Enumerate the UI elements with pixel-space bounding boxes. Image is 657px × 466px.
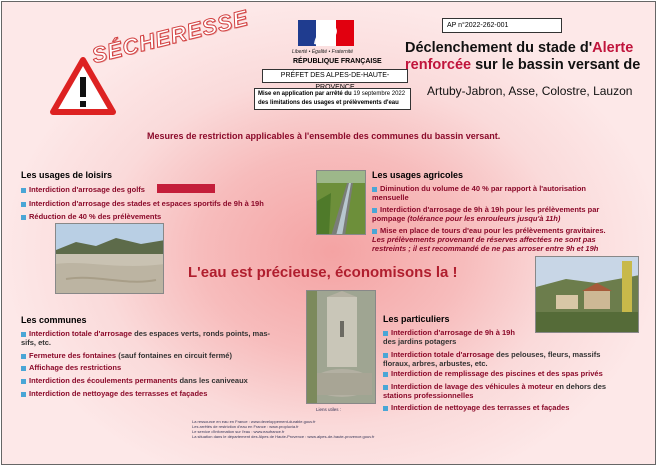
item-text: Affichage des restrictions xyxy=(29,363,122,372)
dry-lake-photo xyxy=(55,223,164,294)
item-text-plain: des pelouses, fleurs, massifs xyxy=(494,350,601,359)
item-text-plain: dans les caniveaux xyxy=(177,376,248,385)
item-text-note: Les prélèvements provenant de réserves affectées ne sont pas xyxy=(372,235,596,244)
bullet-icon xyxy=(383,331,388,336)
application-text-1: Mise en application par arrêté du xyxy=(258,91,352,97)
headline-part-2: sur le bassin versant de xyxy=(471,57,641,73)
headline-alert: Alerte xyxy=(592,40,634,56)
item-text: Interdiction d'arrosage de 9h à 19h xyxy=(391,328,515,337)
headline xyxy=(405,40,655,74)
list-item xyxy=(383,403,653,412)
item-text: Mise en place de tours d'eau pour les prélèvements gravitaires. xyxy=(380,226,606,235)
item-text-plain: floraux, arbres, arbustes, etc. xyxy=(383,359,488,368)
item-text: Interdiction de nettoyage des terrasses et façades xyxy=(29,389,208,398)
application-text-2: des limitations des usages et prélèvements d'eau xyxy=(258,100,399,106)
item-text-cont: mensuelle xyxy=(372,193,409,202)
item-text-plain: en dehors des xyxy=(553,382,607,391)
particuliers-title: Les particuliers xyxy=(383,314,450,324)
slogan: L'eau est précieuse, économisons la ! xyxy=(188,264,458,281)
item-text: Interdiction des écoulements permanents xyxy=(29,376,178,385)
item-text: Interdiction de nettoyage des terrasses et façades xyxy=(391,403,570,412)
item-text-note: (tolérance pour les enrouleurs jusqu'à 11h) xyxy=(407,214,561,223)
basin-names: Artuby-Jabron, Asse, Colostre, Lauzon xyxy=(427,84,633,98)
village-photo xyxy=(535,256,639,333)
list-item xyxy=(21,329,301,347)
item-text: Interdiction de lavage des véhicules à moteur xyxy=(391,382,554,391)
loisirs-title: Les usages de loisirs xyxy=(21,170,113,180)
republique-motto: Liberté • Égalité • Fraternité xyxy=(292,49,354,55)
bullet-icon xyxy=(383,406,388,411)
list-item xyxy=(21,185,145,194)
item-text-plain: des espaces verts, ronds points, mas- xyxy=(132,329,271,338)
secheresse-title: SÉCHERESSE xyxy=(89,4,251,69)
footer-lead: Liens utiles : xyxy=(316,407,342,412)
list-item xyxy=(383,328,643,346)
footer-link[interactable]: La ressource en eau en France : www.developpement-durable.gouv.fr xyxy=(192,419,316,424)
item-text-plain: des jardins potagers xyxy=(383,337,457,346)
item-text-plain: sifs, etc. xyxy=(21,338,52,347)
agricoles-title: Les usages agricoles xyxy=(372,170,464,180)
bullet-icon xyxy=(21,188,26,193)
item-text: Interdiction totale d'arrosage xyxy=(391,350,495,359)
item-text: Réduction de 40 % des prélèvements xyxy=(29,212,162,221)
communes-title: Les communes xyxy=(21,315,87,325)
bullet-icon xyxy=(21,202,26,207)
item-text: Interdiction d'arrosage des golfs xyxy=(29,185,145,194)
item-text: Fermeture des fontaines xyxy=(29,351,117,360)
list-item xyxy=(21,351,232,360)
warning-triangle-icon xyxy=(50,57,116,115)
prefet-label: PRÉFET DES ALPES-DE-HAUTE- xyxy=(262,69,408,83)
bullet-icon xyxy=(21,332,26,337)
intro-text: Mesures de restriction applicables à l'ensemble des communes du bassin versant. xyxy=(147,131,501,141)
canal-photo xyxy=(316,170,366,235)
ap-number: AP n°2022-262-001 xyxy=(442,18,562,33)
fountain-photo xyxy=(306,290,376,404)
footer-link[interactable]: Les arrêtés de restriction d'eau en France : www.propluvia.fr xyxy=(192,424,299,429)
bullet-icon xyxy=(372,187,377,192)
list-item xyxy=(21,199,264,208)
bullet-icon xyxy=(21,392,26,397)
application-date: 19 septembre 2022 xyxy=(353,91,406,97)
bullet-icon xyxy=(21,366,26,371)
list-item xyxy=(21,212,161,221)
headline-part-1: Déclenchement du stade d' xyxy=(405,40,593,56)
list-item xyxy=(21,376,248,385)
bullet-icon xyxy=(372,208,377,213)
footer-link[interactable]: Le service d'information sur l'eau : www.eaufrance.fr xyxy=(192,429,285,434)
footer-links xyxy=(192,419,374,439)
application-notice xyxy=(254,88,411,110)
item-text: Interdiction totale d'arrosage xyxy=(29,329,133,338)
bullet-icon xyxy=(383,372,388,377)
item-text-note: restreints ; il est recommandé de ne pas arroser entre 9h et 19h xyxy=(372,244,599,253)
item-text-cont: pompage xyxy=(372,214,408,223)
list-item xyxy=(372,205,647,223)
headline-renforcee: renforcée xyxy=(405,57,472,73)
list-item xyxy=(383,350,653,368)
republique-name: RÉPUBLIQUE FRANÇAISE xyxy=(293,58,382,65)
item-text: Interdiction d'arrosage des stades et espaces sportifs de 9h à 19h xyxy=(29,199,264,208)
bullet-icon xyxy=(21,379,26,384)
footer-link[interactable]: La situation dans le département des Alpes de Haute-Provence : www.alpes-de-haute-provence.gouv.fr xyxy=(192,434,375,439)
bullet-icon xyxy=(383,353,388,358)
drought-poster xyxy=(1,1,656,465)
redaction-bar xyxy=(157,184,215,193)
item-text: Diminution du volume de 40 % par rapport à l'autorisation xyxy=(380,184,586,193)
list-item xyxy=(383,382,653,400)
list-item xyxy=(383,369,653,378)
item-text-plain: (sauf fontaines en circuit fermé) xyxy=(116,351,232,360)
bullet-icon xyxy=(372,229,377,234)
list-item xyxy=(372,226,652,253)
item-text: stations professionnelles xyxy=(383,391,474,400)
list-item xyxy=(21,389,207,398)
list-item xyxy=(372,184,642,202)
bullet-icon xyxy=(383,385,388,390)
item-text: Interdiction d'arrosage de 9h à 19h pour les prélèvements par xyxy=(380,205,600,214)
bullet-icon xyxy=(21,354,26,359)
bullet-icon xyxy=(21,215,26,220)
item-text: Interdiction de remplissage des piscines et des spas privés xyxy=(391,369,603,378)
list-item xyxy=(21,363,121,372)
